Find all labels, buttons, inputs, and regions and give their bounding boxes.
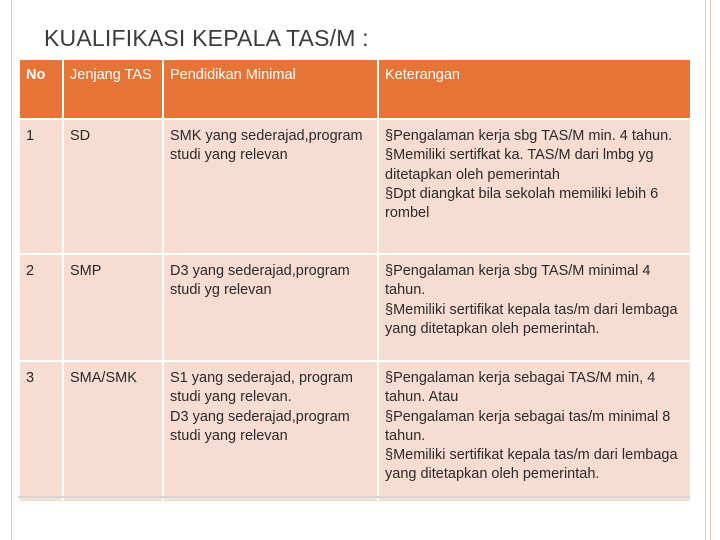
cell-jenjang: SMA/SMK <box>63 361 163 502</box>
keterangan-item: §Memiliki sertifikat kepala tas/m dari lembaga yang ditetapkan oleh pemerintah. <box>385 301 678 337</box>
cell-pendidikan <box>163 361 378 502</box>
keterangan-item: §Memiliki sertifikat kepala tas/m dari lembaga yang ditetapkan oleh pemerintah. <box>385 447 678 483</box>
header-jenjang: Jenjang TAS <box>63 59 163 119</box>
pendidikan-line: SMK yang sederajad,program studi yang relevan <box>170 128 363 164</box>
cell-jenjang: SD <box>63 119 163 254</box>
cell-jenjang: SMP <box>63 254 163 361</box>
cell-keterangan <box>378 361 691 502</box>
slide-frame-left <box>11 0 12 540</box>
keterangan-item: §Pengalaman kerja sbg TAS/M minimal 4 tahun. <box>385 263 651 299</box>
table-row <box>19 119 691 254</box>
header-no: No <box>19 59 63 119</box>
pendidikan-line: S1 yang sederajad, program studi yang relevan. <box>170 370 353 406</box>
header-pendidikan: Pendidikan Minimal <box>163 59 378 119</box>
header-keterangan: Keterangan <box>378 59 691 119</box>
cell-pendidikan <box>163 119 378 254</box>
keterangan-item: §Pengalaman kerja sbg TAS/M min. 4 tahun. <box>385 128 673 144</box>
table-row <box>19 254 691 361</box>
cell-no: 2 <box>19 254 63 361</box>
keterangan-item: §Pengalaman kerja sebagai TAS/M min, 4 tahun. Atau <box>385 370 656 406</box>
pendidikan-line: D3 yang sederajad,program studi yg relevan <box>170 263 350 299</box>
cell-no: 3 <box>19 361 63 502</box>
slide-frame-right <box>705 0 711 540</box>
keterangan-item: §Memiliki sertifkat ka. TAS/M dari lmbg yg ditetapkan oleh pemerintah <box>385 147 654 183</box>
qualification-table <box>18 58 692 503</box>
cell-no: 1 <box>19 119 63 254</box>
cell-pendidikan <box>163 254 378 361</box>
keterangan-item: §Pengalaman kerja sebagai tas/m minimal 8 tahun. <box>385 408 671 444</box>
table-bottom-border <box>18 496 690 498</box>
pendidikan-line: D3 yang sederajad,program studi yang relevan <box>170 408 350 444</box>
cell-keterangan <box>378 254 691 361</box>
slide-title: KUALIFIKASI KEPALA TAS/M : <box>44 25 369 51</box>
keterangan-item: §Dpt diangkat bila sekolah memiliki lebih 6 rombel <box>385 185 659 222</box>
cell-keterangan <box>378 119 691 254</box>
table-row <box>19 361 691 502</box>
table-header-row <box>19 59 691 119</box>
